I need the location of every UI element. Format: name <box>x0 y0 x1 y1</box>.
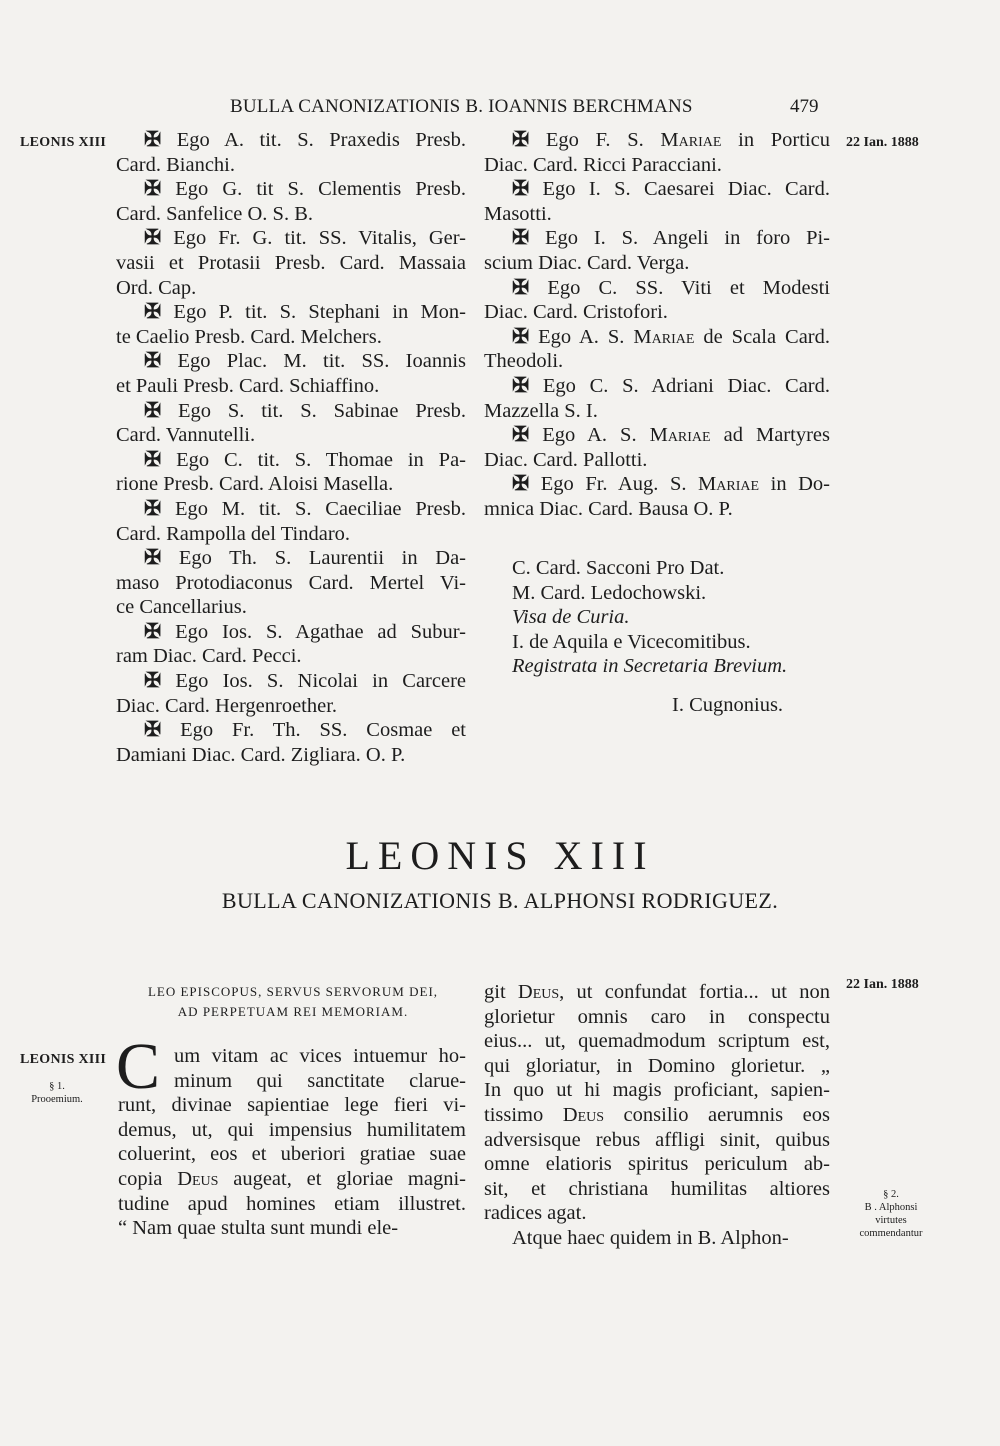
signature-continuation: Masotti. <box>484 202 552 225</box>
body-line: omne elatioris spiritus periculum ab- <box>484 1153 830 1176</box>
signature-continuation: Card. Rampolla del Tindaro. <box>116 522 351 545</box>
cross-icon: ✠ <box>512 473 530 496</box>
signature-continuation: rione Presb. Card. Aloisi Masella. <box>116 473 394 496</box>
small-caps-word: Mariae <box>633 325 695 348</box>
small-caps-word: Mariae <box>698 473 760 496</box>
signature-continuation: Diac. Card. Pallotti. <box>484 448 648 471</box>
signature-line <box>116 177 466 202</box>
signature-line <box>116 546 466 571</box>
body-right-column <box>484 980 830 1251</box>
body-line: adversisque rebus affligi sinit, quibus <box>484 1128 830 1151</box>
signature-line <box>484 472 830 497</box>
signature-text: Ego A. tit. S. Praxedis Presb. <box>176 129 466 151</box>
cross-icon: ✠ <box>144 497 162 520</box>
body-line: tissimo Deus consilio aerumnis eos <box>484 1103 830 1126</box>
body-line: Atque haec quidem in B. Alphon- <box>512 1226 789 1249</box>
section2-note <box>838 1188 944 1240</box>
signature-line <box>484 325 830 350</box>
section-name: B . Alphonsi <box>864 1202 918 1213</box>
signature-continuation: Ord. Cap. <box>116 276 197 299</box>
body-line: In quo ut hi magis proficiant, sapien- <box>484 1079 830 1102</box>
section-number: § 1. <box>49 1081 65 1092</box>
signature-text: Ego Th. S. Laurentii in Da- <box>178 547 466 570</box>
signature-line <box>484 177 830 202</box>
signature-line <box>116 620 466 645</box>
signature-continuation: Card. Vannutelli. <box>116 424 256 447</box>
closing-line: Visa de Curia. <box>512 606 630 629</box>
signature-line <box>116 226 466 251</box>
margin-date-bottom: 22 Ian. 1888 <box>846 977 919 992</box>
small-caps-word: Mariae <box>660 129 722 151</box>
section-name: virtutes <box>875 1215 907 1226</box>
body-line: um vitam ac vices intuemur ho- <box>174 1045 466 1067</box>
signature-continuation: mnica Diac. Card. Bausa O. P. <box>484 497 733 520</box>
body-line: runt, divinae sapientiae lege fieri vi- <box>118 1094 466 1117</box>
signature-continuation: te Caelio Presb. Card. Melchers. <box>116 325 382 348</box>
signature-line <box>116 128 466 153</box>
drop-cap: C <box>116 1030 161 1103</box>
cross-icon: ✠ <box>144 719 162 742</box>
signature-line <box>484 276 830 301</box>
cross-icon: ✠ <box>512 227 530 250</box>
signature-continuation: scium Diac. Card. Verga. <box>484 251 690 274</box>
inscription-line: AD PERPETUAM REI MEMORIAM. <box>177 1004 409 1019</box>
signature-line <box>116 497 466 522</box>
signature-line <box>116 399 466 424</box>
signature-continuation: maso Protodiaconus Card. Mertel Vi- <box>116 571 466 594</box>
cross-icon: ✠ <box>512 178 530 201</box>
signature-text: Ego I. S. Angeli in foro Pi- <box>545 227 831 250</box>
signature-continuation: Diac. Card. Ricci Paracciani. <box>484 153 722 176</box>
signature-text: Ego A. S. Mariae de Scala Card. <box>538 325 831 348</box>
closing-line: M. Card. Ledochowski. <box>512 581 707 604</box>
cross-icon: ✠ <box>512 424 530 447</box>
body-line: qui gloriatur, in Domino glorietur. „ <box>484 1054 830 1077</box>
small-caps-word: Deus <box>517 981 560 1003</box>
signature-text: Ego G. tit S. Clementis Presb. <box>175 178 467 201</box>
body-line: eius... ut, quemadmodum scriptum est, <box>484 1030 830 1053</box>
cross-icon: ✠ <box>512 129 530 151</box>
cross-icon: ✠ <box>144 670 162 693</box>
signature-continuation: ce Cancellarius. <box>116 596 247 619</box>
closing-block <box>512 556 830 718</box>
signature-line <box>484 226 830 251</box>
cross-icon: ✠ <box>144 448 162 471</box>
margin-note-left-bottom: LEONIS XIII <box>20 1052 107 1067</box>
signature-continuation: Mazzella S. I. <box>484 399 598 422</box>
signature-line <box>116 448 466 473</box>
signature-text: Ego P. tit. S. Stephani in Mon- <box>173 301 467 324</box>
signature: I. Cugnonius. <box>672 693 784 716</box>
signature-continuation: vasii et Protasii Presb. Card. Massaia <box>116 251 466 274</box>
cross-icon: ✠ <box>512 276 530 299</box>
cross-icon: ✠ <box>144 547 162 570</box>
body-line: sit, et christiana humilitas altiores <box>484 1177 830 1200</box>
body-left-column <box>118 1044 466 1241</box>
body-line: glorietur omnis caro in conspectu <box>484 1005 830 1028</box>
margin-note-left-top: LEONIS XIII <box>20 135 107 150</box>
closing-line: Registrata in Secretaria Brevium. <box>512 655 788 678</box>
signatures-right-column <box>484 128 830 522</box>
cross-icon: ✠ <box>144 399 162 422</box>
small-caps-word: Deus <box>177 1167 219 1190</box>
cross-icon: ✠ <box>144 301 162 324</box>
section-name: commendantur <box>859 1228 923 1239</box>
signature-text: Ego I. S. Caesarei Diac. Card. <box>542 178 830 201</box>
section1-note <box>20 1080 94 1106</box>
running-header: BULLA CANONIZATIONIS B. IOANNIS BERCHMANS <box>230 96 693 117</box>
body-line: demus, ut, qui impensius humilitatem <box>118 1118 466 1141</box>
signature-line <box>484 374 830 399</box>
signature-line <box>484 128 830 153</box>
inscription <box>118 982 468 1022</box>
signature-text: Ego S. tit. S. Sabinae Presb. <box>178 399 467 422</box>
signature-continuation: Diac. Card. Cristofori. <box>484 301 668 324</box>
body-line: coluerint, eos et uberiori gratiae suae <box>118 1143 466 1166</box>
signature-text: Ego M. tit. S. Caeciliae Presb. <box>174 497 467 520</box>
signature-text: Ego C. tit. S. Thomae in Pa- <box>176 448 466 471</box>
section-name: Prooemium. <box>31 1094 83 1105</box>
closing-line: C. Card. Sacconi Pro Dat. <box>512 557 725 579</box>
margin-date-top: 22 Ian. 1888 <box>846 135 919 150</box>
body-line: “ Nam quae stulta sunt mundi ele- <box>118 1217 399 1240</box>
signature-text: Ego Ios. S. Nicolai in Carcere <box>175 670 467 693</box>
cross-icon: ✠ <box>144 350 162 373</box>
bull-main-title: LEONIS XIII <box>345 833 655 878</box>
bull-subtitle: BULLA CANONIZATIONIS B. ALPHONSI RODRIGUEZ. <box>221 888 779 913</box>
signature-continuation: Damiani Diac. Card. Zigliara. O. P. <box>116 743 406 766</box>
signature-line <box>116 300 466 325</box>
signature-text: Ego Fr. G. tit. SS. Vitalis, Ger- <box>173 227 466 250</box>
page-number: 479 <box>790 96 819 117</box>
signature-continuation: Card. Sanfelice O. S. B. <box>116 202 313 225</box>
signature-continuation: Theodoli. <box>484 350 564 373</box>
cross-icon: ✠ <box>144 227 162 250</box>
cross-icon: ✠ <box>512 325 530 348</box>
signature-text: Ego Fr. Th. SS. Cosmae et <box>180 719 467 742</box>
small-caps-word: Deus <box>562 1103 605 1126</box>
body-line: minum qui sanctitate clarue- <box>174 1069 466 1092</box>
body-line: tudine apud homines etiam illustret. <box>118 1192 466 1215</box>
signature-continuation: Diac. Card. Hergenroether. <box>116 694 338 717</box>
cross-icon: ✠ <box>144 129 162 151</box>
signature-text: Ego Fr. Aug. S. Mariae in Do- <box>540 473 831 496</box>
signature-line <box>116 718 466 743</box>
signature-continuation: Card. Bianchi. <box>116 153 235 176</box>
signature-line <box>116 669 466 694</box>
signature-text: Ego F. S. Mariae in Porticu <box>545 129 830 151</box>
inscription-line: LEO EPISCOPUS, SERVUS SERVORUM DEI, <box>147 984 439 999</box>
closing-line: I. de Aquila e Vicecomitibus. <box>512 630 751 653</box>
signature-line <box>484 423 830 448</box>
cross-icon: ✠ <box>512 374 530 397</box>
small-caps-word: Mariae <box>649 424 711 447</box>
cross-icon: ✠ <box>144 620 162 643</box>
signature-line <box>116 349 466 374</box>
signature-continuation: et Pauli Presb. Card. Schiaffino. <box>116 374 380 397</box>
signature-text: Ego A. S. Mariae ad Martyres <box>542 424 830 447</box>
signature-continuation: ram Diac. Card. Pecci. <box>116 645 302 668</box>
signature-text: Ego Ios. S. Agathae ad Subur- <box>175 620 467 643</box>
signature-text: Ego C. SS. Viti et Modesti <box>547 276 831 299</box>
body-line: radices agat. <box>484 1202 587 1225</box>
signature-text: Ego C. S. Adriani Diac. Card. <box>542 374 831 397</box>
signatures-left-column <box>116 128 466 767</box>
body-line: git Deus, ut confundat fortia... ut non <box>484 981 830 1003</box>
body-line: copia Deus augeat, et gloriae magni- <box>118 1167 466 1190</box>
section-number: § 2. <box>883 1189 899 1200</box>
cross-icon: ✠ <box>144 178 162 201</box>
signature-text: Ego Plac. M. tit. SS. Ioannis <box>177 350 466 373</box>
